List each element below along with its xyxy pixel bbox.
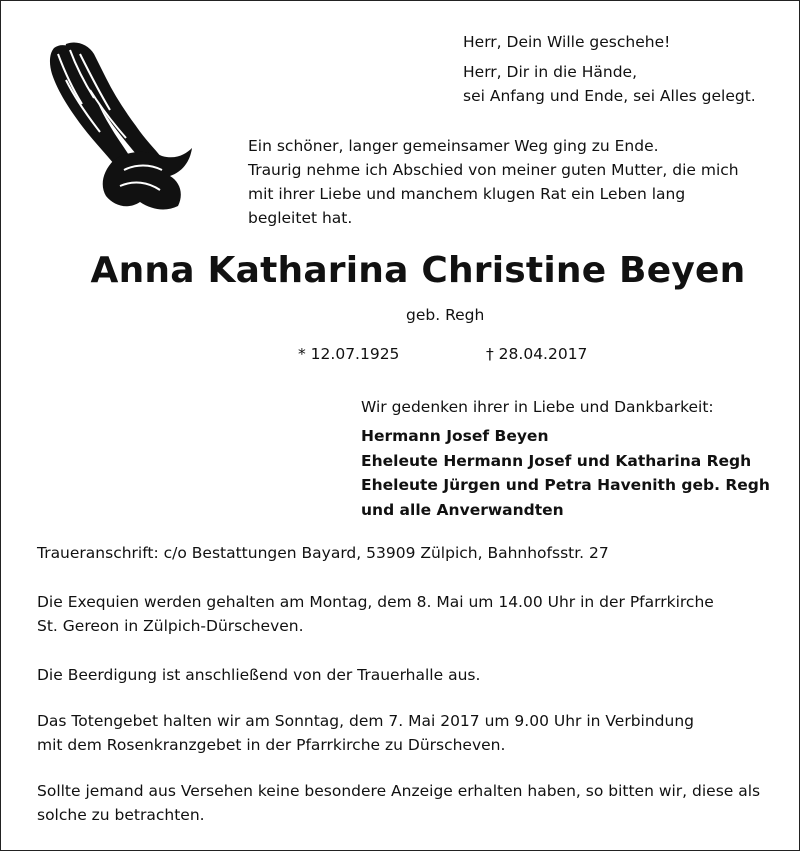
prayer-line: mit dem Rosenkranzgebet in der Pfarrkirche zu Dürscheven. xyxy=(37,736,506,754)
intro-line: Traurig nehme ich Abschied von meiner guten Mutter, die mich xyxy=(248,161,739,179)
mourner-item: Eheleute Hermann Josef und Katharina Regh xyxy=(361,451,752,470)
exequien-line: St. Gereon in Zülpich-Dürscheven. xyxy=(37,617,304,635)
mourners-list xyxy=(361,424,781,522)
deceased-name: Anna Katharina Christine Beyen xyxy=(90,250,746,291)
notice-line: Sollte jemand aus Versehen keine besondere Anzeige erhalten haben, so bitten wir, diese als xyxy=(37,782,761,800)
mourning-address: Traueranschrift: c/o Bestattungen Bayard, 53909 Zülpich, Bahnhofsstr. 27 xyxy=(37,544,609,562)
exequien-text xyxy=(37,590,777,638)
death-date: † 28.04.2017 xyxy=(486,345,588,363)
maiden-name: geb. Regh xyxy=(406,306,485,324)
memorial-line: Wir gedenken ihrer in Liebe und Dankbarkeit: xyxy=(361,398,714,416)
mourner-item: Eheleute Jürgen und Petra Havenith geb. Regh xyxy=(361,476,770,494)
intro-line: Ein schöner, langer gemeinsamer Weg ging zu Ende. xyxy=(248,137,659,155)
praying-hands-icon xyxy=(44,40,194,215)
prayer-text xyxy=(37,709,777,757)
intro-text xyxy=(248,134,778,230)
verse-line: Herr, Dir in die Hände, xyxy=(463,63,638,81)
exequien-line: Die Exequien werden gehalten am Montag, dem 8. Mai um 14.00 Uhr in der Pfarrkirche xyxy=(37,593,714,611)
verse-line: sei Anfang und Ende, sei Alles gelegt. xyxy=(463,87,756,105)
intro-line: mit ihrer Liebe und manchem klugen Rat ein Leben lang xyxy=(248,185,686,203)
notice-text xyxy=(37,779,777,827)
burial-text: Die Beerdigung ist anschließend von der Trauerhalle aus. xyxy=(37,666,481,684)
mourner-item: und alle Anverwandten xyxy=(361,500,564,519)
verse-line: Herr, Dein Wille geschehe! xyxy=(463,33,671,51)
birth-date: * 12.07.1925 xyxy=(298,345,400,363)
intro-line: begleitet hat. xyxy=(248,209,353,227)
notice-line: solche zu betrachten. xyxy=(37,806,205,824)
prayer-line: Das Totengebet halten wir am Sonntag, dem 7. Mai 2017 um 9.00 Uhr in Verbindung xyxy=(37,712,694,730)
bible-verse xyxy=(463,30,783,108)
mourner-item: Hermann Josef Beyen xyxy=(361,427,549,445)
